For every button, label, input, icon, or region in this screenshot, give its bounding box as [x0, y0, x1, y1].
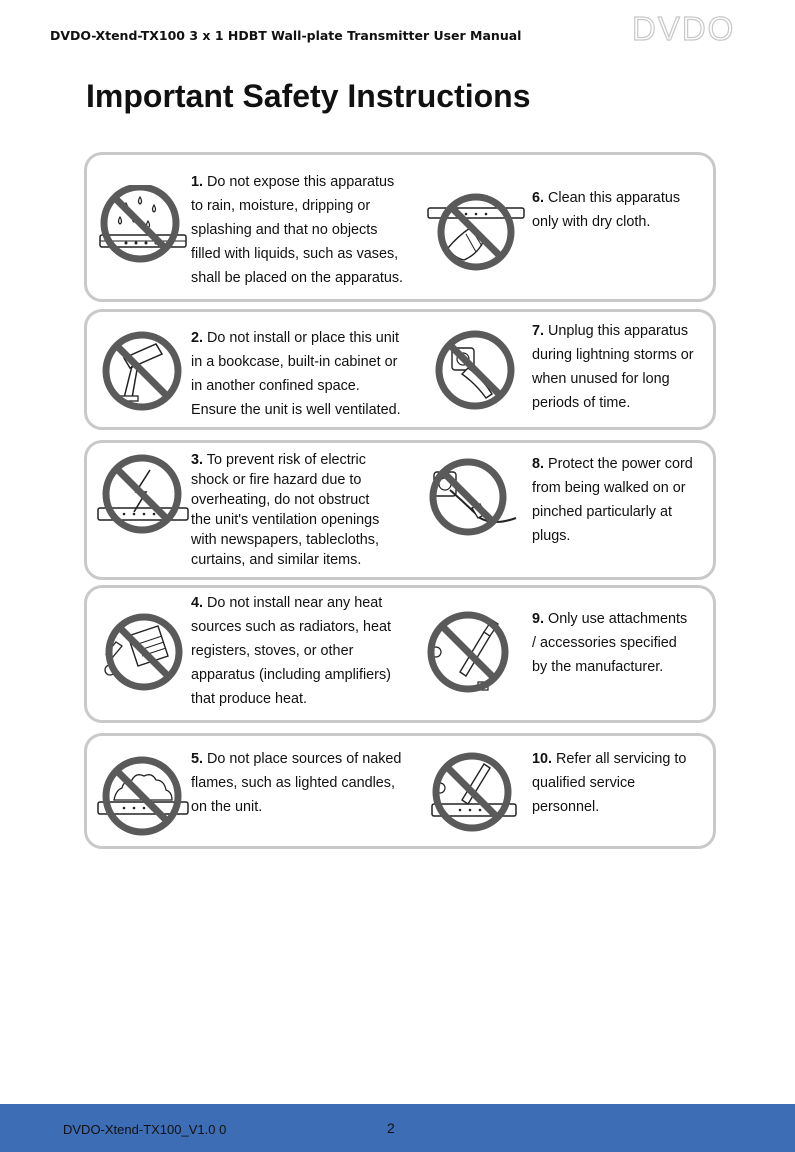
instruction-7-text: [532, 319, 712, 415]
instruction-line: in another confined space.: [191, 378, 360, 394]
instruction-line: periods of time.: [532, 395, 631, 411]
instruction-line: Ensure the unit is well ventilated.: [191, 402, 401, 418]
no-obstruct-ventilation-icon: [96, 452, 190, 536]
instruction-line: by the manufacturer.: [532, 659, 664, 675]
instruction-line: Do not place sources of naked: [207, 751, 402, 767]
instruction-number: 4.: [191, 595, 204, 611]
instruction-line: curtains, and similar items.: [191, 552, 362, 568]
no-liquids-icon: [96, 185, 188, 265]
no-naked-flames-icon: [96, 752, 190, 840]
instruction-line: to rain, moisture, dripping or: [191, 198, 371, 214]
instruction-line: Unplug this apparatus: [548, 323, 689, 339]
instruction-line: / accessories specified: [532, 635, 677, 651]
instruction-line: filled with liquids, such as vases,: [191, 246, 399, 262]
instruction-line: in a bookcase, built-in cabinet or: [191, 354, 398, 370]
instruction-line: Refer all servicing to: [556, 751, 687, 767]
instruction-line: Do not expose this apparatus: [207, 174, 395, 190]
instruction-number: 3.: [191, 452, 204, 468]
instruction-line: that produce heat.: [191, 691, 308, 707]
instruction-line: during lightning storms or: [532, 347, 694, 363]
instruction-line: apparatus (including amplifiers): [191, 667, 391, 683]
instruction-6-text: [532, 186, 712, 234]
instruction-line: overheating, do not obstruct: [191, 492, 370, 508]
instruction-10-text: [532, 747, 712, 819]
instruction-2-text: [191, 326, 421, 422]
instruction-line: Only use attachments: [548, 611, 688, 627]
instruction-number: 7.: [532, 323, 545, 339]
instruction-line: shock or fire hazard due to: [191, 472, 362, 488]
instruction-number: 2.: [191, 330, 204, 346]
no-confined-space-icon: [98, 328, 186, 414]
document-header-title: DVDO-Xtend-TX100 3 x 1 HDBT Wall-plate Transmitter User Manual: [50, 28, 522, 43]
instruction-line: personnel.: [532, 799, 600, 815]
instruction-number: 10.: [532, 751, 553, 767]
footer-bar: [0, 1104, 795, 1152]
instruction-number: 9.: [532, 611, 545, 627]
instruction-4-text: [191, 591, 421, 711]
no-heat-sources-icon: [98, 608, 190, 692]
protect-power-cord-icon: [422, 454, 522, 540]
instruction-line: when unused for long: [532, 371, 670, 387]
page-title: Important Safety Instructions: [86, 78, 531, 114]
instruction-3-text: [191, 450, 421, 570]
qualified-service-icon: [426, 748, 522, 838]
instruction-line: pinched particularly at: [532, 504, 672, 520]
instruction-line: from being walked on or: [532, 480, 686, 496]
instruction-5-text: [191, 747, 421, 819]
unplug-icon: [430, 326, 520, 414]
instruction-line: shall be placed on the apparatus.: [191, 270, 404, 286]
instruction-line: with newspapers, tablecloths,: [191, 532, 379, 548]
instruction-line: splashing and that no objects: [191, 222, 378, 238]
instruction-number: 6.: [532, 190, 545, 206]
instruction-number: 1.: [191, 174, 204, 190]
instruction-1-text: [191, 170, 421, 290]
instruction-line: the unit's ventilation openings: [191, 512, 380, 528]
instruction-number: 5.: [191, 751, 204, 767]
instruction-line: plugs.: [532, 528, 571, 544]
instruction-9-text: [532, 607, 712, 679]
instruction-number: 8.: [532, 456, 545, 472]
brand-logo: DVDO: [632, 10, 736, 47]
footer-doc-version: DVDO-Xtend-TX100_V1.0 0: [63, 1122, 227, 1137]
approved-accessories-icon: [420, 606, 520, 696]
instruction-line: registers, stoves, or other: [191, 643, 354, 659]
instruction-line: only with dry cloth.: [532, 214, 651, 230]
instruction-line: Do not install or place this unit: [207, 330, 399, 346]
dry-cloth-icon: [426, 188, 526, 272]
page-number: 2: [387, 1120, 395, 1136]
instruction-line: To prevent risk of electric: [206, 452, 366, 468]
instruction-8-text: [532, 452, 712, 548]
instruction-line: on the unit.: [191, 799, 263, 815]
instruction-line: qualified service: [532, 775, 636, 791]
instruction-line: Protect the power cord: [548, 456, 693, 472]
instruction-line: sources such as radiators, heat: [191, 619, 391, 635]
instruction-line: Clean this apparatus: [548, 190, 681, 206]
instruction-line: flames, such as lighted candles,: [191, 775, 395, 791]
instruction-line: Do not install near any heat: [207, 595, 383, 611]
